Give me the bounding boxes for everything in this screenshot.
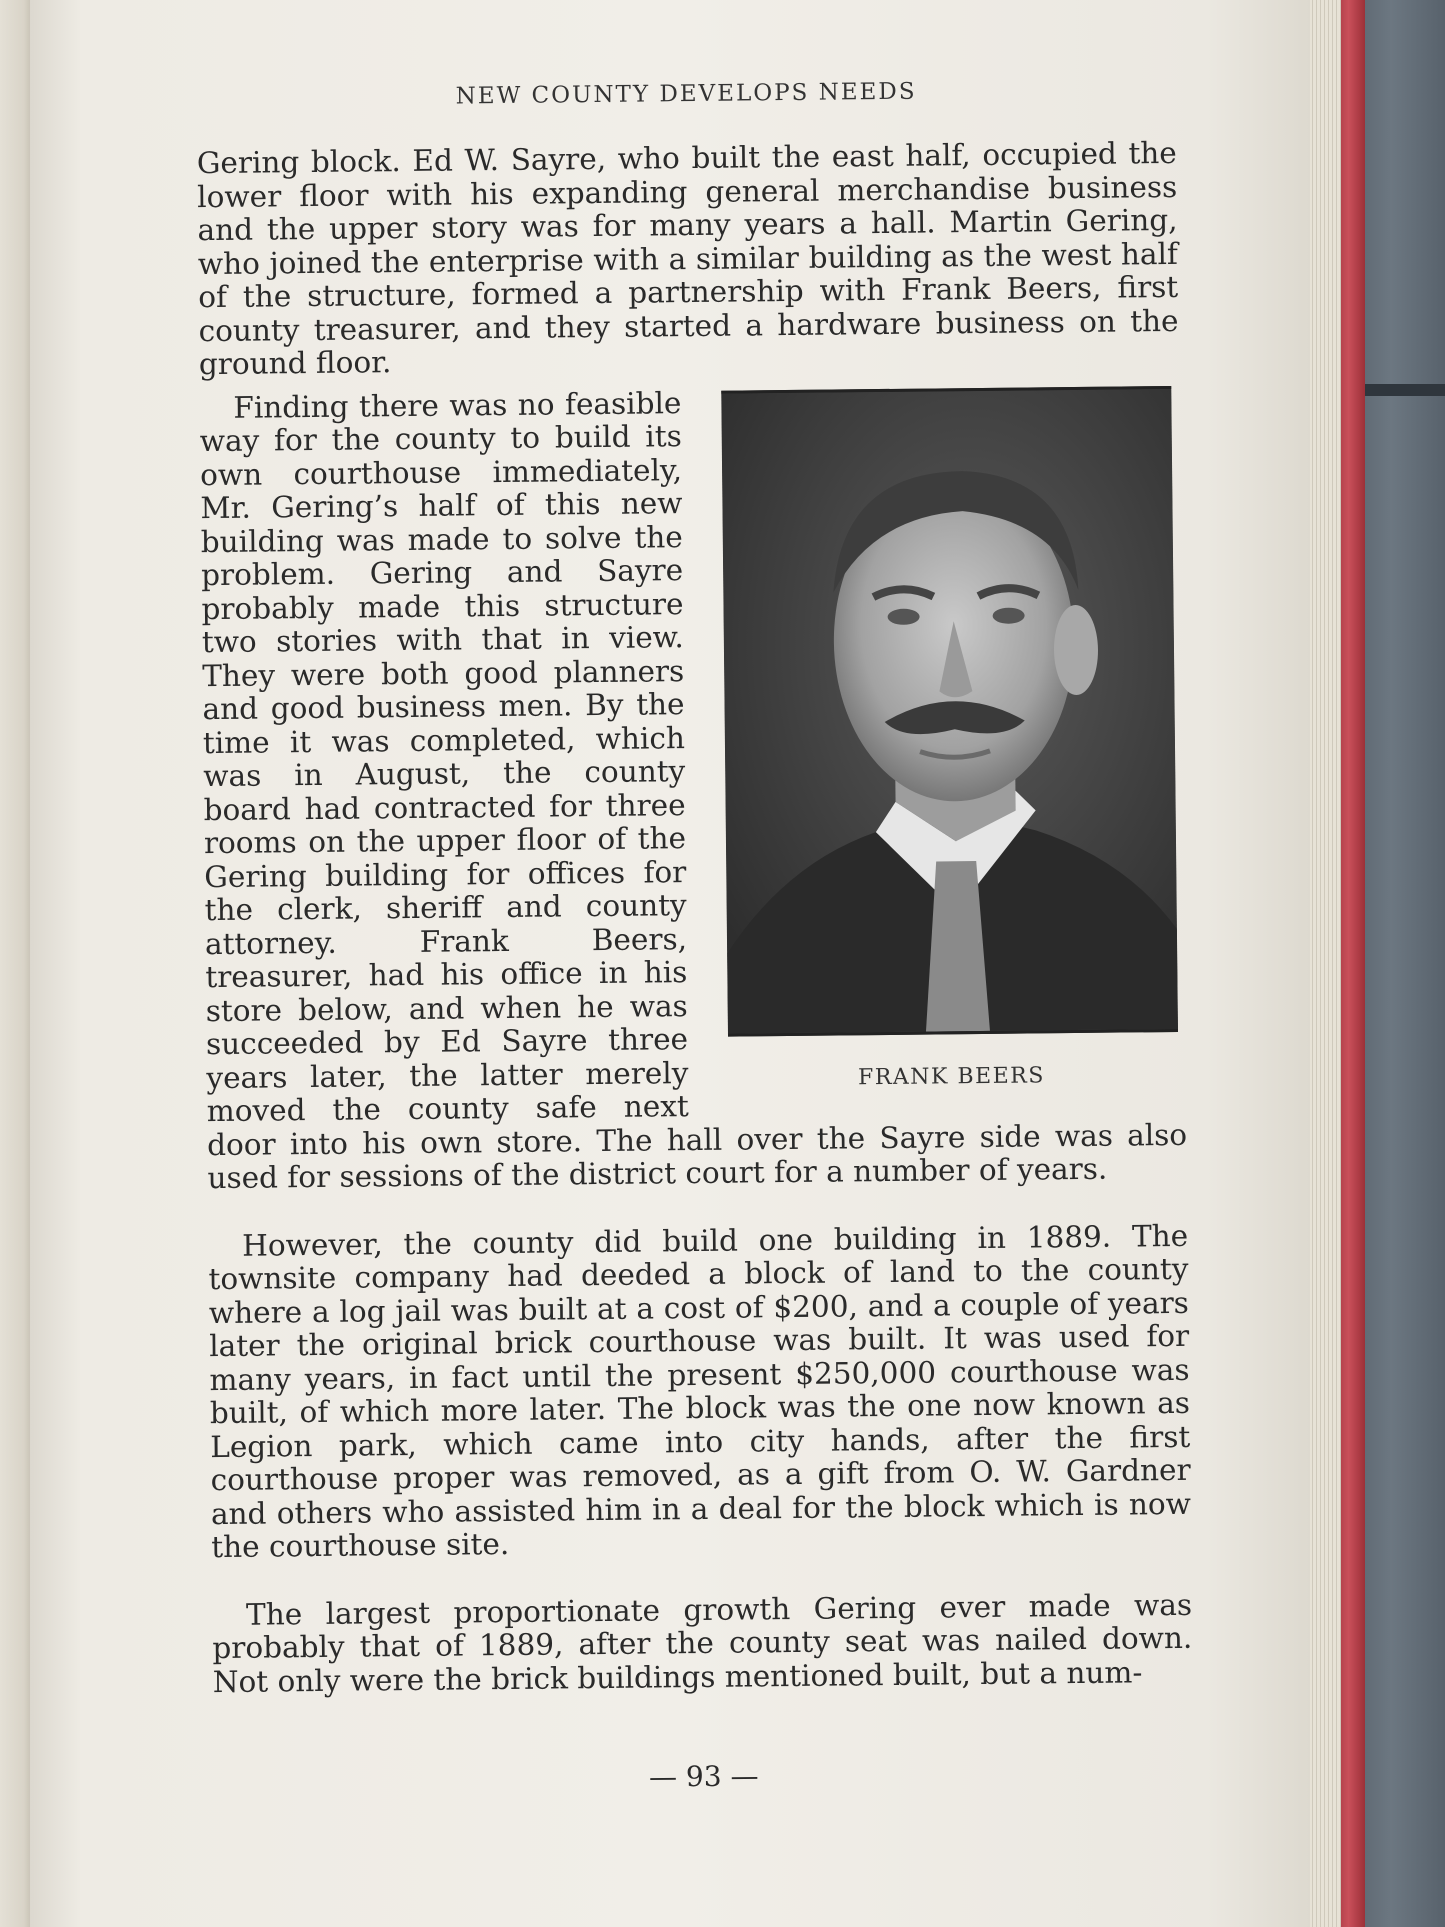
portrait-photo [721, 385, 1178, 1036]
body-text [197, 137, 1193, 1699]
running-head: NEW COUNTY DEVELOPS NEEDS [455, 78, 917, 110]
paragraph-4: The largest proportionate growth Gering ever made was probably that of 1889, after the county seat was nailed down. Not only were the brick buildings mentioned built, but a num- [212, 1587, 1193, 1699]
paragraph-1: Gering block. Ed W. Sayre, who built the east half, occupied the lower floor with his expanding general merchandise business and the upper story was for many years a hall. Martin Gering, who joined the enterprise with a similar building as the west half of the structure, formed a partnership with Frank Beers, first county treasurer, and they started a hardware business on the ground floor. [196, 135, 1179, 382]
paragraph-2: Finding there was no feasible way for the county to build its own courthouse immediately, Mr. Gering’s half of this new building was made to solve the problem. Gering and Sayre probably made this structure two stories with that in view. They were both good planners and good business men. By the time it was completed, which was in August, the county board had contracted for three rooms on the upper floor of the Gering building for offices for the clerk, sheriff and county attorney. Frank Beers, treasurer, had his office in his store below, and when he was succeeded by Ed Sayre three years later, the latter merely moved the county safe next door into his own store. The hall over the Sayre side was also used for sessions of the district court for a number of years. [199, 385, 1188, 1196]
page-number: — 93 — [648, 1759, 759, 1794]
portrait-image [721, 388, 1178, 1033]
book-page [30, 0, 1310, 1927]
page-content [196, 55, 1194, 1825]
paragraph-3: However, the county did build one building in 1889. The townsite company had deeded a block of land to the county where a log jail was built at a cost of $200, and a couple of years later the original brick courthouse was built. It was used for many years, in fact until the present $250,000 courthouse was built, of which more later. The block was the one now known as Legion park, which came into city hands, after the first courthouse proper was removed, as a gift from O. W. Gardner and others who assisted him in a deal for the block which is now the courthouse site. [208, 1218, 1192, 1565]
portrait-caption: FRANK BEERS [857, 1062, 1045, 1090]
portrait-figure [709, 385, 1186, 1095]
left-page-edge [0, 0, 34, 1927]
background-wood [1355, 0, 1445, 1927]
page-stack-edge [1305, 0, 1341, 1927]
